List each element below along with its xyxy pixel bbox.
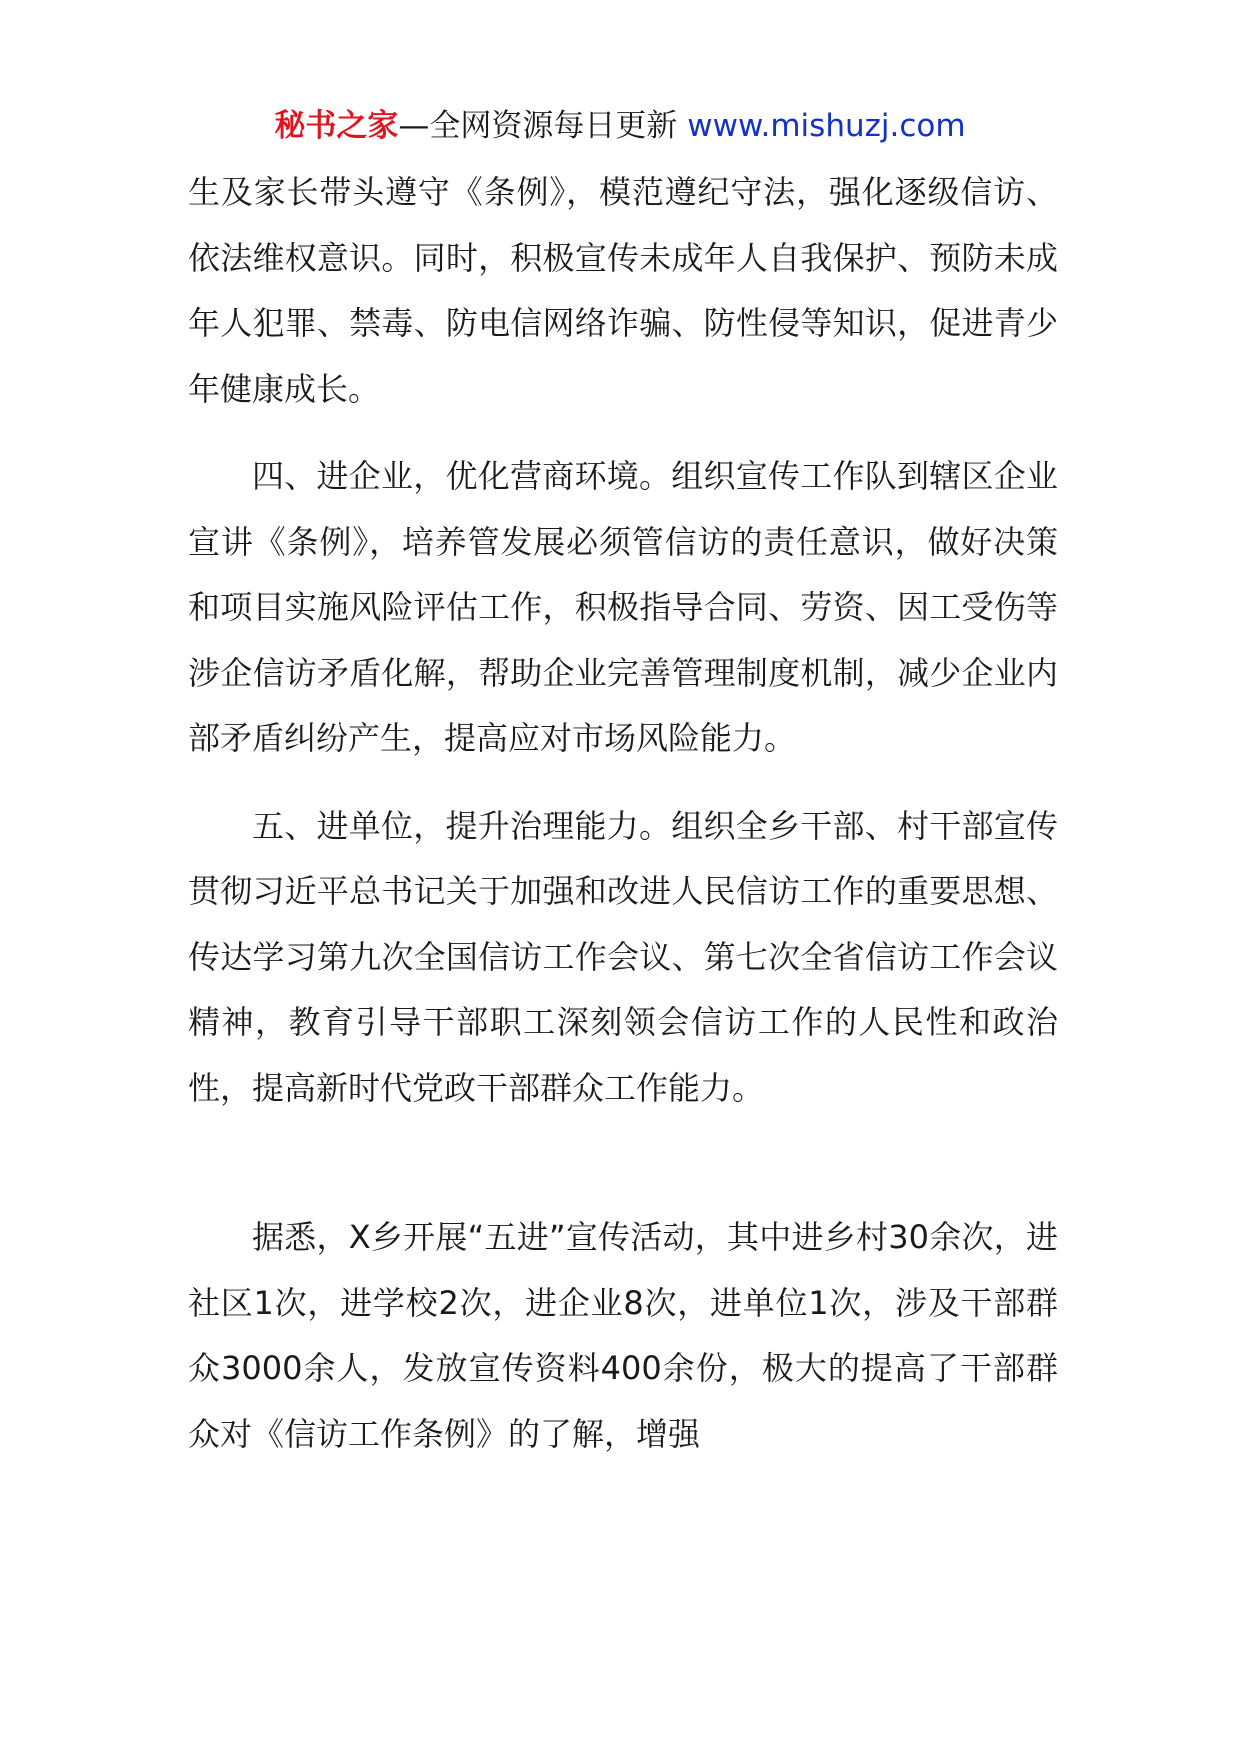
document-body	[188, 160, 1058, 1467]
paragraph-summary: 据悉，X乡开展“五进”宣传活动，其中进乡村30余次，进社区1次，进学校2次，进企业8次，进单位1次，涉及干部群众3000余人，发放宣传资料400余份，极大的提高了干部群众对《信访工作条例》的了解，增强	[188, 1218, 1058, 1453]
paragraph-units: 五、进单位，提升治理能力。组织全乡干部、村干部宣传贯彻习近平总书记关于加强和改进人民信访工作的重要思想、传达学习第九次全国信访工作会议、第七次全省信访工作会议精神，教育引导干部职工深刻领会信访工作的人民性和政治性，提高新时代党政干部群众工作能力。	[188, 806, 1058, 1107]
brand-name: 秘书之家	[274, 108, 399, 144]
paragraph-enterprise: 四、进企业，优化营商环境。组织宣传工作队到辖区企业宣讲《条例》，培养管发展必须管信访的责任意识，做好决策和项目实施风险评估工作，积极指导合同、劳资、因工受伤等涉企信访矛盾化解，帮助企业完善管理制度机制，减少企业内部矛盾纠纷产生，提高应对市场风险能力。	[188, 457, 1058, 757]
page-header	[0, 104, 1240, 148]
paragraph-continuation: 生及家长带头遵守《条例》，模范遵纪守法，强化逐级信访、依法维权意识。同时，积极宣传未成年人自我保护、预防未成年人犯罪、禁毒、防电信网络诈骗、防性侵等知识，促进青少年健康成长。	[188, 173, 1058, 408]
header-tagline: —全网资源每日更新	[398, 108, 688, 144]
site-url-link[interactable]: www.mishuzj.com	[687, 108, 966, 144]
